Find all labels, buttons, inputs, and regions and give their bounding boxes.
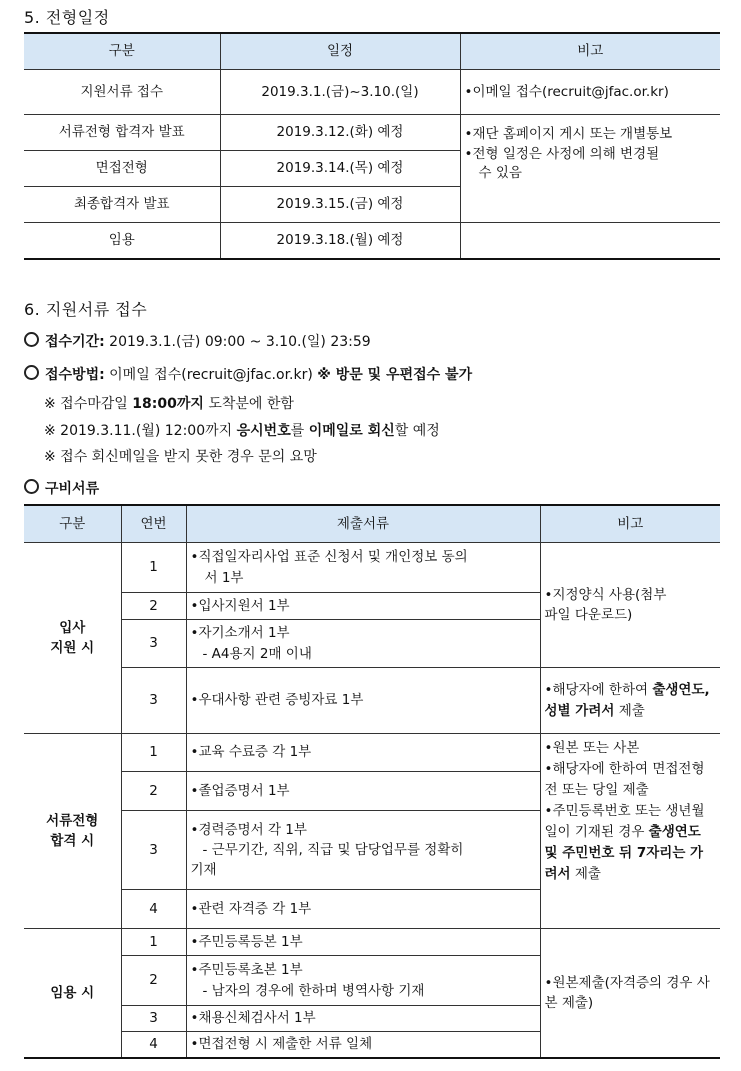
row-document: • 우대사항 관련 증빙자료 1부 [186,668,540,734]
group-label-apply: 입사 지원 시 [24,543,121,734]
row-note-empty [460,223,720,260]
table-row [24,70,720,115]
row-date: 2019.3.18.(월) 예정 [220,223,460,260]
row-category: 서류전형 합격자 발표 [24,115,220,151]
row-document: • 경력증명서 각 1부 - 근무기간, 직위, 직급 및 담당업무를 정확히 기재 [186,811,540,890]
row-document: • 입사지원서 1부 [186,593,540,620]
row-note: • 원본 또는 사본 • 해당자에 한하여 면접전형 전 또는 당일 제출 • 주민등록번호 또는 생년월일이 기재된 경우 출생연도 및 주민번호 뒤 7자리는 가려서 제출 [540,734,720,929]
row-date: 2019.3.1.(금)~3.10.(일) [220,70,460,115]
row-note: • 지정양식 사용(첨부 파일 다운로드) [540,543,720,668]
circle-bullet-icon [24,332,39,347]
row-document: • 면접전형 시 제출한 서류 일체 [186,1032,540,1058]
row-category: 임용 [24,223,220,260]
header-note: 비고 [540,505,720,543]
period-line: 접수기간: 2019.3.1.(금) 09:00 ~ 3.10.(일) 23:59 [24,331,371,351]
row-note: • 이메일 접수(recruit@jfac.or.kr) [460,70,720,115]
section6-title: 6. 지원서류 접수 [24,300,148,319]
row-number: 1 [121,929,186,956]
row-note: • 해당자에 한하여 출생연도, 성별 가려서 제출 [540,668,720,734]
note-inquiry: ※ 접수 회신메일을 받지 못한 경우 문의 요망 [44,449,317,465]
table-header-row [24,33,720,70]
header-date: 일정 [220,33,460,70]
row-number: 3 [121,620,186,668]
row-note: • 원본제출(자격증의 경우 사본 제출) [540,929,720,1058]
row-date: 2019.3.12.(화) 예정 [220,115,460,151]
row-number: 4 [121,890,186,929]
row-document: • 졸업증명서 1부 [186,772,540,811]
row-number: 4 [121,1032,186,1058]
row-number: 1 [121,543,186,593]
row-document: • 직접일자리사업 표준 신청서 및 개인정보 동의 서 1부 [186,543,540,593]
row-date: 2019.3.14.(목) 예정 [220,151,460,187]
row-document: • 자기소개서 1부 - A4용지 2매 이내 [186,620,540,668]
row-number: 3 [121,811,186,890]
circle-bullet-icon [24,479,39,494]
table-row [24,734,720,772]
docs-title: 구비서류 [24,478,99,498]
table-row [24,929,720,956]
row-document: • 주민등록초본 1부 - 남자의 경우에 한하며 병역사항 기재 [186,956,540,1006]
row-category: 지원서류 접수 [24,70,220,115]
row-number: 3 [121,1006,186,1032]
row-number: 2 [121,593,186,620]
row-number: 2 [121,772,186,811]
method-line: 접수방법: 이메일 접수(recruit@jfac.or.kr) ※ 방문 및 우편접수 불가 [24,364,472,384]
row-document: • 관련 자격증 각 1부 [186,890,540,929]
table-row [24,115,720,151]
row-number: 3 [121,668,186,734]
row-document: • 교육 수료증 각 1부 [186,734,540,772]
circle-bullet-icon [24,365,39,380]
row-date: 2019.3.15.(금) 예정 [220,187,460,223]
note-deadline: ※ 접수마감일 18:00까지 도착분에 한함 [44,396,294,412]
merged-note: • 재단 홈페이지 게시 또는 개별통보 • 전형 일정은 사정에 의해 변경될 수 있음 [460,115,720,223]
schedule-table [24,32,720,260]
header-note: 비고 [460,33,720,70]
row-number: 2 [121,956,186,1006]
row-category: 최종합격자 발표 [24,187,220,223]
header-category: 구분 [24,33,220,70]
header-documents: 제출서류 [186,505,540,543]
section5-title: 5. 전형일정 [24,8,110,27]
row-document: • 주민등록등본 1부 [186,929,540,956]
documents-table [24,504,720,1059]
table-row [24,223,720,260]
row-category: 면접전형 [24,151,220,187]
table-row [24,668,720,734]
table-header-row [24,505,720,543]
header-number: 연번 [121,505,186,543]
row-number: 1 [121,734,186,772]
group-label-hire: 임용 시 [24,929,121,1058]
table-row [24,543,720,593]
group-label-pass: 서류전형 합격 시 [24,734,121,929]
header-category: 구분 [24,505,121,543]
note-reply: ※ 2019.3.11.(월) 12:00까지 응시번호를 이메일로 회신할 예정 [44,423,440,439]
row-document: • 채용신체검사서 1부 [186,1006,540,1032]
